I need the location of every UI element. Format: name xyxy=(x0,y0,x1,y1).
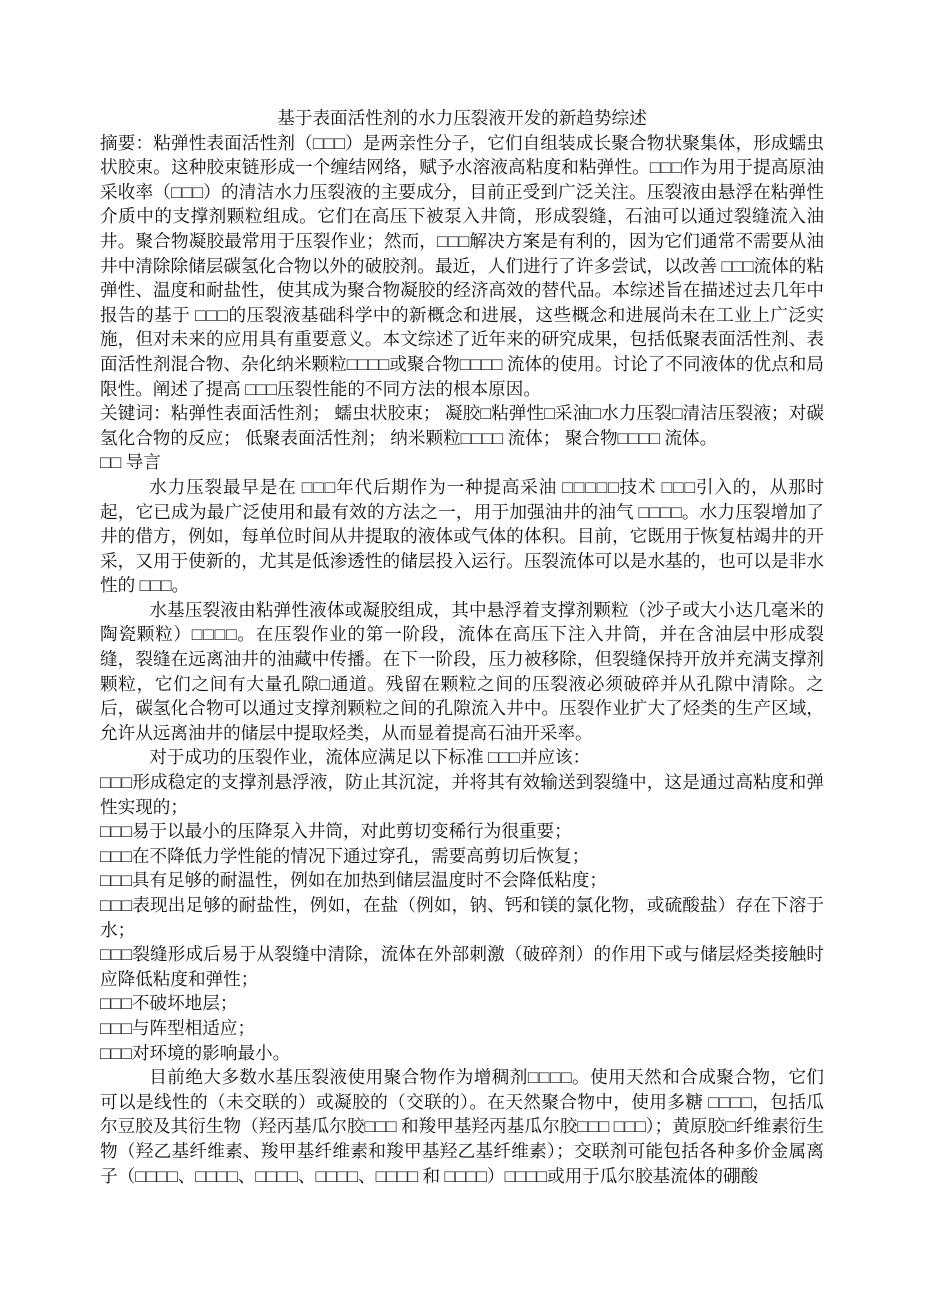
criterion-shear-recovery: □□□在不降低力学性能的情况下通过穿孔，需要高剪切后恢复； xyxy=(100,845,590,866)
paper-title: 基于表面活性剂的水力压裂液开发的新趋势综述 xyxy=(277,108,647,128)
section-heading-introduction: □□ 导言 xyxy=(100,452,161,473)
paragraph-polymer-thickeners: 目前绝大多数水基压裂液使用聚合物作为增稠剂□□□□。使用天然和合成聚合物，它们可以是线性的（未交联的）或凝胶的（交联的）。在天然聚合物中，使用多糖 □□□□，包括瓜尔豆胶及其衍生物（羟丙基瓜尔胶□□□ 和羧甲基羟丙基瓜尔胶□□□ □□□）；黄原胶□纤维素衍生物（羟乙基纤维素、羧甲基纤维素和羧甲基羟乙基纤维素）；交联剂可能包括各种多价金属离子（□□□□、□□□□、□□□□、□□□□、□□□□ 和 □□□□）□□□□或用于瓜尔胶基流体的硼酸 xyxy=(100,1067,824,1186)
criterion-temperature-resistance: □□□具有足够的耐温性，例如在加热到储层温度时不会降低粘度； xyxy=(100,870,607,891)
criterion-no-formation-damage: □□□不破坏地层； xyxy=(100,993,238,1014)
keywords-paragraph: 关键词：粘弹性表面活性剂； 蠕虫状胶束； 凝胶□粘弹性□采油□水力压裂□清洁压裂液；对碳氢化合物的反应； 低聚表面活性剂； 纳米颗粒□□□□ 流体； 聚合物□□□□ 流体。 xyxy=(100,403,824,448)
criterion-environmental-impact: □□□对环境的影响最小。 xyxy=(100,1042,291,1063)
criterion-pumping-pressure: □□□易于以最小的压降泵入井筒，对此剪切变稀行为很重要； xyxy=(100,821,572,842)
criterion-proppant-suspension: □□□形成稳定的支撑剂悬浮液，防止其沉淀，并将其有效输送到裂缝中，这是通过高粘度和弹性实现的； xyxy=(100,772,824,817)
paragraph-water-based-fluids: 水基压裂液由粘弹性液体或凝胶组成，其中悬浮着支撑剂颗粒（沙子或大小达几毫米的陶瓷颗粒）□□□□。在压裂作业的第一阶段，流体在高压下注入井筒，并在含油层中形成裂缝，裂缝在远离油井的油藏中传播。在下一阶段，压力被移除，但裂缝保持开放并充满支撑剂颗粒，它们之间有大量孔隙□通道。残留在颗粒之间的压裂液必须破碎并从孔隙中清除。之后，碳氢化合物可以通过支撑剂颗粒之间的孔隙流入井中。压裂作业扩大了烃类的生产区域，允许从远离油井的储层中提取烃类，从而显着提高石油开采率。 xyxy=(100,599,824,743)
criterion-salt-tolerance: □□□表现出足够的耐盐性，例如，在盐（例如，钠、钙和镁的氯化物，或硫酸盐）存在下溶于水； xyxy=(100,895,824,940)
paragraph-fracturing-history: 水力压裂最早是在 □□□年代后期作为一种提高采油 □□□□□技术 □□□引入的，从那时起，它已成为最广泛使用和最有效的方法之一，用于加强油井的油气 □□□□。水力压裂增加了井的借方，例如，每单位时间从井提取的液体或气体的体积。目前，它既用于恢复枯竭井的开采，又用于使新的，尤其是低渗透性的储层投入运行。压裂流体可以是水基的，也可以是非水性的 □□□。 xyxy=(100,476,824,596)
paragraph-criteria-intro: 对于成功的压裂作业，流体应满足以下标准 □□□并应该： xyxy=(149,747,591,768)
criterion-formation-compatibility: □□□与阵型相适应； xyxy=(100,1017,256,1038)
criterion-cleanup: □□□裂缝形成后易于从裂缝中清除，流体在外部刺激（破碎剂）的作用下或与储层烃类接触时应降低粘度和弹性； xyxy=(100,944,824,989)
abstract-paragraph: 摘要：粘弹性表面活性剂（□□□）是两亲性分子，它们自组装成长聚合物状聚集体，形成蠕虫状胶束。这种胶束链形成一个缠结网络，赋予水溶液高粘度和粘弹性。□□□作为用于提高原油采收率（□□□）的清洁水力压裂液的主要成分，目前正受到广泛关注。压裂液由悬浮在粘弹性介质中的支撑剂颗粒组成。它们在高压下被泵入井筒，形成裂缝，石油可以通过裂缝流入油井。聚合物凝胶最常用于压裂作业；然而，□□□解决方案是有利的，因为它们通常不需要从油井中清除除储层碳氢化合物以外的破胶剂。最近，人们进行了许多尝试，以改善 □□□流体的粘弹性、温度和耐盐性，使其成为聚合物凝胶的经济高效的替代品。本综述旨在描述过去几年中报告的基于 □□□的压裂液基础科学中的新概念和进展，这些概念和进展尚未在工业上广泛实施，但对未来的应用具有重要意义。本文综述了近年来的研究成果，包括低聚表面活性剂、表面活性剂混合物、杂化纳米颗粒□□□□或聚合物□□□□ 流体的使用。讨论了不同液体的优点和局限性。阐述了提高 □□□压裂性能的不同方法的根本原因。 xyxy=(100,132,824,399)
